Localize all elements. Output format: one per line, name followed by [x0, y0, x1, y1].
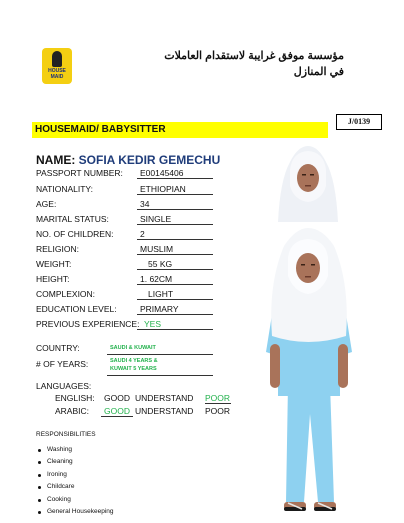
selected-underline	[205, 403, 231, 404]
underline	[137, 299, 213, 300]
complexion-label: COMPLEXION:	[36, 289, 96, 299]
weight-label: WEIGHT:	[36, 259, 72, 269]
name-value: SOFIA KEDIR GEMECHU	[78, 153, 221, 167]
english-poor: POOR	[205, 393, 231, 403]
underline	[107, 375, 213, 376]
underline	[137, 178, 213, 179]
underline	[137, 194, 213, 195]
experience-value: YES	[144, 319, 162, 329]
nationality-label: NATIONALITY:	[36, 184, 93, 194]
education-label: EDUCATION LEVEL:	[36, 304, 117, 314]
underline	[137, 314, 213, 315]
years-line1: SAUDI 4 YEARS &	[110, 358, 158, 364]
list-item: Ironing	[36, 469, 114, 481]
underline	[137, 269, 213, 270]
arabic-understand: UNDERSTAND	[135, 406, 194, 416]
height-value: 1. 62CM	[140, 274, 173, 284]
company-logo	[42, 48, 72, 84]
marital-value: SINGLE	[140, 214, 172, 224]
maid-figure-icon	[52, 51, 62, 67]
list-item: General Housekeeping	[36, 506, 114, 518]
languages-label: LANGUAGES:	[36, 381, 92, 391]
nationality-value: ETHIOPIAN	[140, 184, 186, 194]
arabic-good: GOOD	[104, 406, 130, 416]
years-line2: KUWAIT 5 YEARS	[110, 366, 157, 372]
arabic-label: ARABIC:	[55, 406, 90, 416]
underline	[137, 254, 213, 255]
arabic-poor: POOR	[205, 406, 231, 416]
position-title: HOUSEMAID/ BABYSITTER	[32, 122, 328, 138]
underline	[137, 284, 213, 285]
age-label: AGE:	[36, 199, 57, 209]
list-item: Cleaning	[36, 456, 114, 468]
agency-name-line1: مؤسسة موفق غرايبة لاستقدام العاملات	[164, 50, 344, 62]
agency-name-line2: في المنازل	[293, 66, 344, 78]
underline	[137, 329, 213, 330]
years-label: # OF YEARS:	[36, 359, 89, 369]
height-label: HEIGHT:	[36, 274, 70, 284]
underline	[137, 209, 213, 210]
age-value: 34	[140, 199, 150, 209]
headshot-photo	[268, 140, 348, 222]
passport-label: PASSPORT NUMBER:	[36, 168, 123, 178]
candidate-name	[36, 153, 220, 167]
underline	[137, 239, 213, 240]
children-label: NO. OF CHILDREN:	[36, 229, 114, 239]
english-label: ENGLISH:	[55, 393, 95, 403]
full-body-photo	[248, 224, 370, 520]
responsibilities-title: RESPONSIBILITIES	[36, 431, 96, 438]
passport-value: E00145406	[140, 168, 184, 178]
religion-label: RELIGION:	[36, 244, 79, 254]
list-item: Cooking	[36, 494, 114, 506]
responsibilities-list	[36, 444, 114, 518]
experience-label: PREVIOUS EXPERIENCE:	[36, 319, 140, 329]
logo-text-1: HOUSE	[48, 68, 66, 74]
children-value: 2	[140, 229, 145, 239]
logo-text-2: MAID	[50, 74, 64, 80]
underline	[107, 354, 213, 355]
name-label: NAME:	[36, 153, 76, 167]
complexion-value: LIGHT	[148, 289, 174, 299]
country-label: COUNTRY:	[36, 343, 80, 353]
selected-underline	[101, 416, 133, 417]
weight-value: 55 KG	[148, 259, 173, 269]
agency-name	[144, 48, 344, 80]
country-value: SAUDI & KUWAIT	[110, 345, 156, 351]
underline	[137, 224, 213, 225]
english-good: GOOD	[104, 393, 130, 403]
religion-value: MUSLIM	[140, 244, 174, 254]
list-item: Washing	[36, 444, 114, 456]
list-item: Childcare	[36, 481, 114, 493]
english-understand: UNDERSTAND	[135, 393, 194, 403]
reference-code: J/0139	[336, 114, 382, 130]
marital-label: MARITAL STATUS:	[36, 214, 109, 224]
education-value: PRIMARY	[140, 304, 179, 314]
